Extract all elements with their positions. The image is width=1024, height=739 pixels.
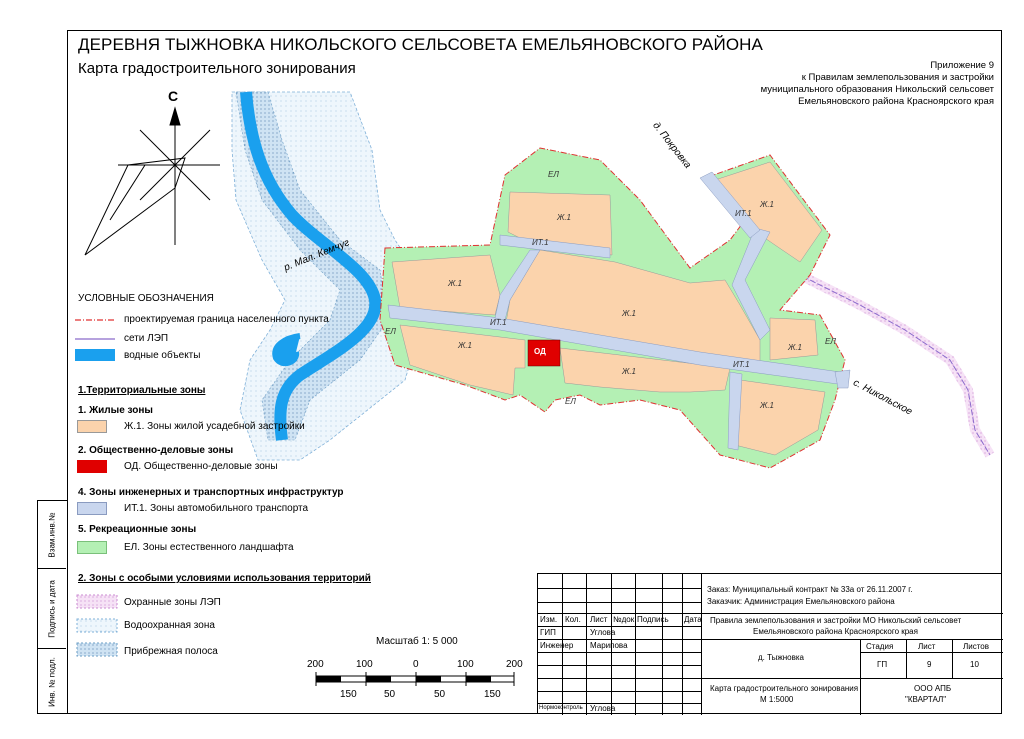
appendix-line: Емельяновского района Красноярского края (798, 96, 994, 107)
legend-group-heading: 2. Общественно-деловые зоны (78, 445, 234, 456)
zone-label-zh1: Ж.1 (622, 367, 637, 376)
appendix-line: к Правилам землепользования и застройки (801, 72, 994, 83)
legend-section-1: 1.Территориальные зоны (78, 385, 206, 396)
legend-heading: УСЛОВНЫЕ ОБОЗНАЧЕНИЯ (78, 293, 214, 304)
side-stamp-text: Взам.инв.№ (47, 511, 57, 558)
side-stamp-text: Инв. № подл. (47, 657, 57, 707)
zone-label-zh1: Ж.1 (458, 341, 473, 350)
water-zone-swatch (77, 619, 117, 632)
scale-tick: 150 (484, 689, 501, 700)
tb-role: ГИП (540, 628, 556, 637)
tb-object: д. Тыжновка (758, 653, 804, 662)
water-swatch (75, 349, 115, 361)
tb-order: Заказ: Муниципальный контракт № 33а от 26.11.2007 г. (707, 585, 913, 594)
legend-group-heading: 5. Рекреационные зоны (78, 524, 197, 535)
map-subtitle: Карта градостроительного зонирования (78, 60, 356, 77)
scale-tick: 200 (307, 659, 324, 670)
tb-header: Подпись (637, 615, 669, 624)
scale-title: Масштаб 1: 5 000 (376, 636, 458, 647)
zone-label-it1: ИТ.1 (735, 209, 752, 218)
tb-header: Кол. (565, 615, 581, 624)
legend-group-label: ИТ.1. Зоны автомобильного транспорта (124, 503, 309, 514)
tb-org-line: "КВАРТАЛ" (905, 695, 947, 704)
legend-group-heading: 4. Зоны инженерных и транспортных инфраструктур (78, 487, 344, 498)
tb-project-line: Правила землепользования и застройки МО Никольский сельсовет (710, 616, 962, 625)
tb-name: Марипова (590, 641, 628, 650)
tb-header: Изм. (540, 615, 558, 624)
scale-tick: 50 (384, 689, 396, 700)
zone-label-zh1: Ж.1 (788, 343, 803, 352)
legend-group-label: ОД. Общественно-деловые зоны (124, 461, 278, 472)
zone-label-zh1: Ж.1 (557, 213, 572, 222)
zone-label-el: ЕЛ (565, 397, 576, 406)
river-label: р. Мал. Кемчуг (282, 237, 352, 274)
legend-section-2: 2. Зоны с особыми условиями использования территорий (78, 573, 371, 584)
landscape-swatch (77, 541, 107, 554)
zone-label-zh1: Ж.1 (760, 401, 775, 410)
tb-name: Углова (590, 704, 616, 713)
scale-bar (316, 672, 514, 686)
map-title: ДЕРЕВНЯ ТЫЖНОВКА НИКОЛЬСКОГО СЕЛЬСОВЕТА ЕМЕЛЬЯНОВСКОГО РАЙОНА (78, 35, 763, 54)
tb-role: Нормоконтроль (539, 705, 583, 711)
scale-tick: 50 (434, 689, 446, 700)
scale-tick: 200 (506, 659, 523, 670)
compass-label: С (168, 88, 179, 104)
legend-item-water: водные объекты (124, 350, 201, 361)
residential-zone (770, 318, 818, 360)
tb-role: Инженер (540, 641, 574, 650)
residential-swatch (77, 420, 107, 433)
coastal-swatch (77, 643, 117, 656)
legend-special-label: Прибрежная полоса (124, 646, 218, 657)
tb-drawing-line: М 1:5000 (760, 695, 794, 704)
tb-project-line: Емельяновского района Красноярского края (753, 627, 918, 636)
road-north-label: д. Покровка (650, 120, 693, 171)
legend-item-boundary: проектируемая граница населенного пункта (124, 314, 329, 325)
compass-rose (85, 108, 220, 255)
public-swatch (77, 460, 107, 473)
tb-header: №док (613, 615, 635, 624)
power-zone-swatch (77, 595, 117, 608)
road-east-label: с. Никольское (851, 377, 914, 418)
tb-stage: ГП (877, 660, 888, 669)
tb-sheet: 9 (927, 660, 932, 669)
transport-swatch (77, 502, 107, 515)
tb-header: Лист (590, 615, 608, 624)
legend-group-label: Ж.1. Зоны жилой усадебной застройки (124, 421, 305, 432)
residential-zone (392, 255, 500, 315)
side-stamp-text: Подпись и дата (47, 579, 57, 638)
appendix-line: муниципального образования Никольский сельсовет (760, 84, 994, 95)
zone-label-zh1: Ж.1 (448, 279, 463, 288)
tb-stage-head: Стадия (866, 642, 894, 651)
tb-name: Углова (590, 628, 616, 637)
zone-label-it1: ИТ.1 (490, 318, 507, 327)
zone-label-it1: ИТ.1 (733, 360, 750, 369)
tb-customer: Заказчик: Администрация Емельяновского района (707, 597, 895, 606)
zone-label-od: ОД (534, 347, 546, 356)
tb-sheets: 10 (970, 660, 979, 669)
road-exit-east (835, 370, 850, 388)
legend-special-label: Охранные зоны ЛЭП (124, 597, 221, 608)
zone-label-it1: ИТ.1 (532, 238, 549, 247)
tb-drawing-line: Карта градостроительного зонирования (710, 684, 859, 693)
zone-label-el: ЕЛ (385, 327, 396, 336)
legend-item-power: сети ЛЭП (124, 333, 169, 344)
tb-header: Дата (684, 615, 702, 624)
title-block (537, 573, 1002, 714)
zone-label-zh1: Ж.1 (622, 309, 637, 318)
scale-tick: 100 (356, 659, 373, 670)
scale-tick: 0 (413, 659, 419, 670)
zone-label-el: ЕЛ (548, 170, 559, 179)
tb-sheet-head: Лист (918, 642, 936, 651)
tb-sheets-head: Листов (963, 642, 989, 651)
legend-special-label: Водоохранная зона (124, 620, 215, 631)
legend-group-heading: 1. Жилые зоны (78, 405, 153, 416)
zone-label-zh1: Ж.1 (760, 200, 775, 209)
scale-tick: 150 (340, 689, 357, 700)
zone-label-el: ЕЛ (825, 337, 836, 346)
tb-org-line: ООО АПБ (914, 684, 952, 693)
legend-group-label: ЕЛ. Зоны естественного ландшафта (124, 542, 294, 553)
appendix-line: Приложение 9 (930, 60, 994, 71)
scale-tick: 100 (457, 659, 474, 670)
